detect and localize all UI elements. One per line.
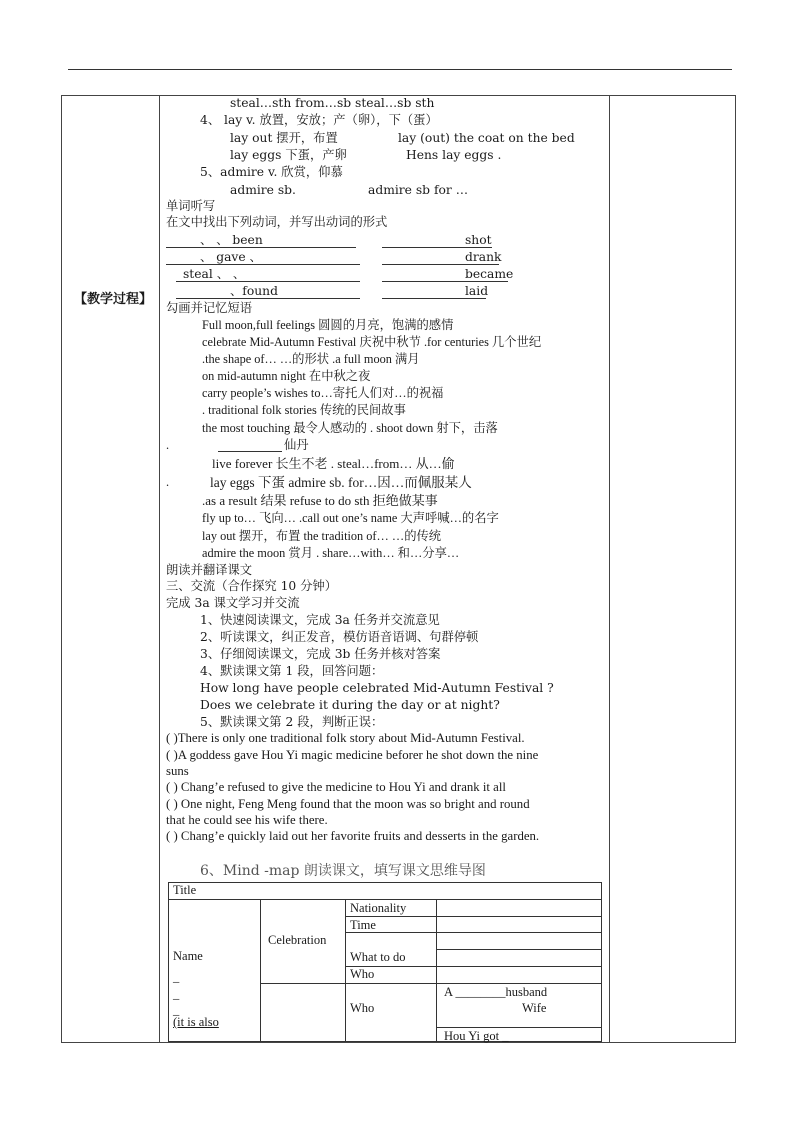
phrase-line: .: [166, 475, 170, 489]
answer-line: [382, 281, 508, 282]
phrase-line: fly up to… 飞向… .call out one’s name 大声呼喊…的名字: [202, 511, 499, 525]
mindmap-cell: Wife: [522, 1001, 547, 1015]
answer-line: [166, 247, 356, 248]
tf-statement: that he could see his wife there.: [166, 813, 328, 827]
vocab-line: admire sb.: [230, 183, 296, 197]
mindmap-note: (it is also: [173, 1015, 219, 1029]
mindmap-cell: Who: [350, 967, 375, 981]
tf-statement: ( ) One night, Feng Meng found that the moon was so bright and round: [166, 797, 530, 811]
dictation-blank-right: shot: [465, 233, 492, 247]
answer-line: [382, 264, 499, 265]
dictation-blank-right: became: [465, 267, 514, 281]
vocab-line: lay eggs 下蛋，产卵: [230, 148, 347, 162]
phrase-line: celebrate Mid-Autumn Festival 庆祝中秋节 .for centuries 几个世纪: [202, 335, 542, 349]
mindmap-cell: What to do: [350, 950, 406, 964]
vocab-line: 5、admire v. 欣赏，仰慕: [200, 165, 343, 179]
dictation-instruction: 在文中找出下列动词，并写出动词的形式: [166, 215, 388, 229]
answer-line: [382, 247, 492, 248]
phrase-line: lay eggs 下蛋 admire sb. for…因…而佩服某人: [210, 475, 472, 490]
phrase-line: .: [166, 438, 170, 452]
task-line: 完成 3a 课文学习并交流: [166, 596, 300, 610]
tf-statement: suns: [166, 764, 189, 778]
dictation-title: 单词听写: [166, 199, 216, 213]
dictation-blank-right: drank: [465, 250, 502, 264]
question-line: Does we celebrate it during the day or at night?: [200, 698, 500, 712]
phrases-title: 勾画并记忆短语: [166, 301, 253, 315]
header-rule: [68, 69, 732, 70]
mindmap-blank: _: [173, 987, 180, 1001]
answer-line: [176, 298, 360, 299]
mindmap-cell: Who: [350, 1001, 375, 1015]
table-column-divider: [159, 95, 160, 1043]
tf-statement: ( ) Chang’e quickly laid out her favorite fruits and desserts in the garden.: [166, 829, 540, 843]
vocab-line: steal…sth from…sb steal…sb sth: [230, 96, 435, 110]
step-line: 4、默读课文第 1 段，回答问题：: [200, 664, 384, 678]
answer-line: [176, 281, 360, 282]
phrase-line: .as a result 结果 refuse to do sth 拒绝做某事: [202, 493, 438, 508]
vocab-line: lay (out) the coat on the bed: [398, 131, 575, 145]
phrase-line: admire the moon 赏月 . share…with… 和…分享…: [202, 546, 460, 560]
section-label: 【教学过程】: [73, 292, 152, 307]
mindmap-heading: 6、Mind -map 朗读课文，填写课文思维导图: [200, 863, 486, 879]
step-line: 3、仔细阅读课文，完成 3b 任务并核对答案: [200, 647, 441, 661]
phrase-line: live forever 长生不老 . steal…from… 从…偷: [212, 456, 455, 471]
question-line: How long have people celebrated Mid-Autumn Festival ?: [200, 681, 554, 695]
section-heading: 三、交流（合作探究 10 分钟）: [166, 579, 338, 593]
answer-line: [382, 298, 486, 299]
phrase-line: lay out 摆开，布置 the tradition of… …的传统: [202, 529, 442, 543]
mindmap-cell: Time: [350, 918, 376, 932]
tf-statement: ( ) Chang’e refused to give the medicine to Hou Yi and drank it all: [166, 780, 506, 794]
dictation-blank-left: 、 gave 、: [200, 250, 262, 264]
mindmap-name: Name: [173, 949, 203, 963]
dictation-blank-left: steal 、 、: [183, 267, 246, 281]
mindmap-title: Title: [173, 883, 197, 897]
step-line: 2、听读课文，纠正发音，模仿语音语调、句群停顿: [200, 630, 479, 644]
dictation-blank-left: 、found: [230, 284, 278, 298]
mindmap-cell: Nationality: [350, 901, 407, 915]
mindmap-blank: _: [173, 1003, 180, 1017]
vocab-line: lay out 摆开，布置: [230, 131, 338, 145]
step-line: 1、快速阅读课文，完成 3a 任务并交流意见: [200, 613, 440, 627]
vocab-line: admire sb for …: [368, 183, 468, 197]
vocab-line: Hens lay eggs .: [406, 148, 502, 162]
phrase-line: the most touching 最令人感动的 . shoot down 射下，击落: [202, 421, 498, 435]
dictation-blank-left: 、 、 been: [200, 233, 263, 247]
table-column-divider: [609, 95, 610, 1043]
phrase-line: on mid-autumn night 在中秋之夜: [202, 369, 371, 383]
tf-statement: ( )There is only one traditional folk story about Mid-Autumn Festival.: [166, 731, 525, 745]
mindmap-cell: A ________husband: [444, 985, 548, 999]
phrase-line: carry people’s wishes to…寄托人们对…的祝福: [202, 386, 444, 400]
mindmap-blank: _: [173, 970, 180, 984]
answer-line: [166, 264, 360, 265]
phrase-line: Full moon,full feelings 圆圆的月亮，饱满的感情: [202, 318, 454, 332]
mindmap-cell: Hou Yi got _: [444, 1029, 509, 1043]
tf-statement: ( )A goddess gave Hou Yi magic medicine beforer he shot down the nine: [166, 748, 539, 762]
phrase-line: 仙丹: [284, 438, 309, 452]
phrase-line: .the shape of… …的形状 .a full moon 满月: [202, 352, 420, 366]
read-translate: 朗读并翻译课文: [166, 563, 253, 577]
phrase-line: . traditional folk stories 传统的民间故事: [202, 403, 406, 417]
mindmap-celebration: Celebration: [268, 933, 327, 947]
dictation-blank-right: laid: [465, 284, 489, 298]
step-line: 5、默读课文第 2 段，判断正误：: [200, 715, 384, 729]
vocab-line: 4、 lay v. 放置，安放；产（卵），下（蛋）: [200, 113, 438, 127]
answer-line: [218, 451, 282, 452]
